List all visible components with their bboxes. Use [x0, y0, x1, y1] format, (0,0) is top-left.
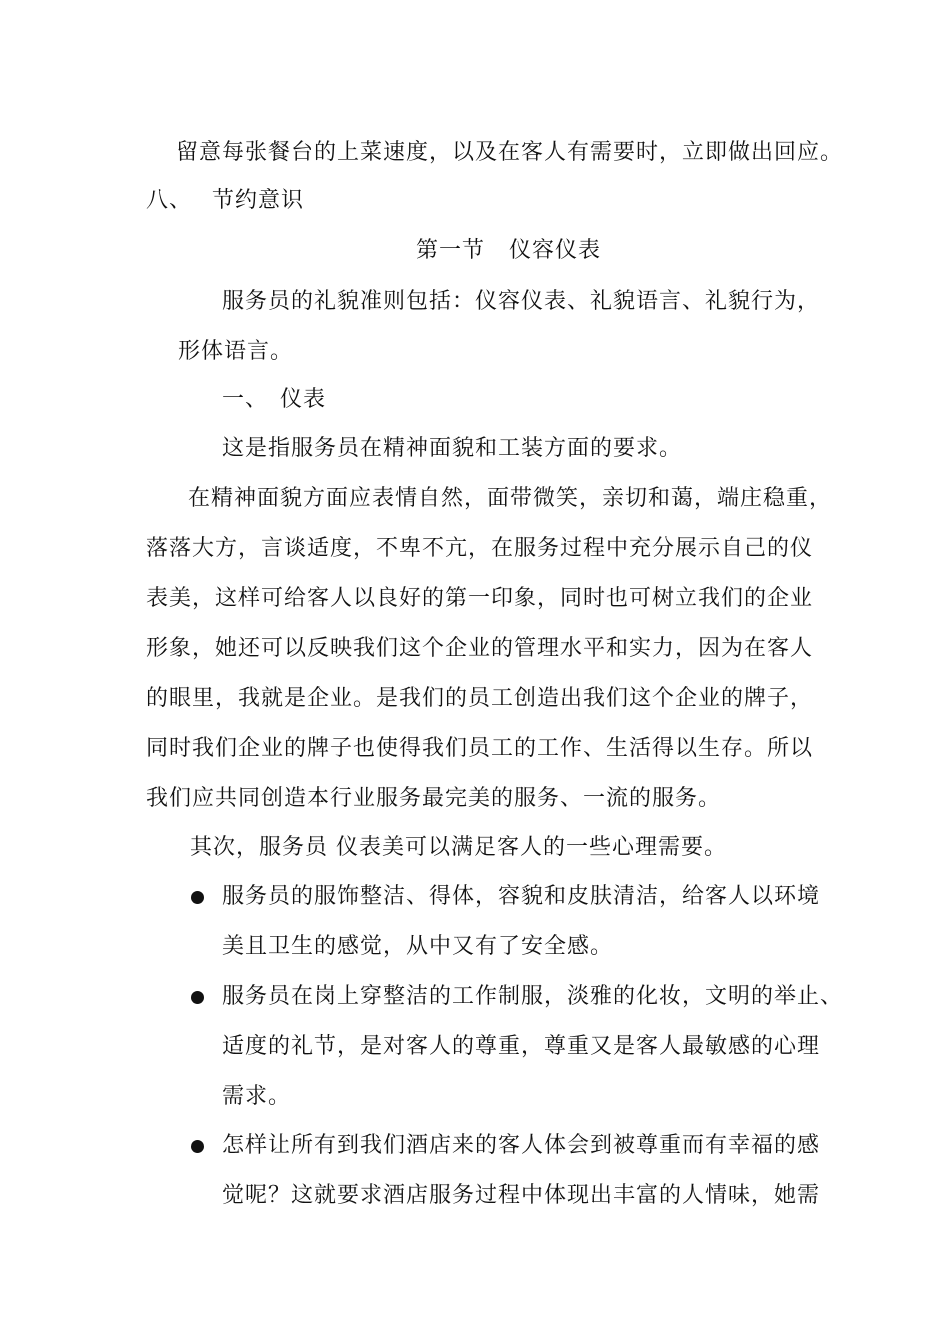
spirit-paragraph-line: 形象，她还可以反映我们这个企业的管理水平和实力，因为在客人 — [146, 636, 814, 661]
bullet-dot-icon — [191, 991, 204, 1004]
bullet-item-line: 服务员的服饰整洁、得体，容貌和皮肤清洁，给客人以环境 — [222, 884, 821, 909]
subheading-description: 这是指服务员在精神面貌和工装方面的要求。 — [222, 436, 683, 461]
spirit-paragraph-line: 落落大方，言谈适度，不卑不亢，在服务过程中充分展示自己的仪 — [146, 536, 814, 561]
bullet-item-line: 美且卫生的感觉，从中又有了安全感。 — [222, 934, 614, 959]
subheading-number: 一、 — [222, 387, 269, 412]
rules-paragraph-line: 形体语言。 — [178, 339, 294, 364]
spirit-paragraph-line: 同时我们企业的牌子也使得我们员工的工作、生活得以生存。所以 — [146, 736, 814, 761]
spirit-paragraph-line: 在精神面貌方面应表情自然，面带微笑，亲切和蔼，端庄稳重， — [188, 486, 833, 511]
bullet-item-line: 需求。 — [222, 1084, 292, 1109]
rules-paragraph-line: 服务员的礼貌准则包括：仪容仪表、礼貌语言、礼貌行为， — [222, 289, 821, 314]
bullet-dot-icon — [191, 891, 204, 904]
bullet-dot-icon — [191, 1140, 204, 1153]
heading-title: 节约意识 — [212, 188, 305, 213]
bullet-item-line: 觉呢？这就要求酒店服务过程中体现出丰富的人情味，她需 — [222, 1183, 821, 1208]
second-line: 其次，服务员 仪表美可以满足客人的一些心理需要。 — [190, 835, 727, 860]
bullet-item-line: 服务员在岗上穿整洁的工作制服，淡雅的化妆，文明的举止、 — [222, 984, 844, 1009]
heading-number: 八、 — [146, 188, 193, 213]
bullet-item-line: 适度的礼节，是对客人的尊重，尊重又是客人最敏感的心理 — [222, 1034, 821, 1059]
subheading-title: 仪表 — [280, 387, 327, 412]
intro-line: 留意每张餐台的上菜速度，以及在客人有需要时，立即做出回应。 — [176, 140, 844, 165]
spirit-paragraph-line: 的眼里，我就是企业。是我们的员工创造出我们这个企业的牌子， — [146, 686, 814, 711]
section-title: 第一节 仪容仪表 — [416, 238, 601, 263]
bullet-item-line: 怎样让所有到我们酒店来的客人体会到被尊重而有幸福的感 — [222, 1133, 821, 1158]
spirit-paragraph-line: 我们应共同创造本行业服务最完美的服务、一流的服务。 — [146, 786, 722, 811]
spirit-paragraph-line: 表美，这样可给客人以良好的第一印象，同时也可树立我们的企业 — [146, 586, 814, 611]
